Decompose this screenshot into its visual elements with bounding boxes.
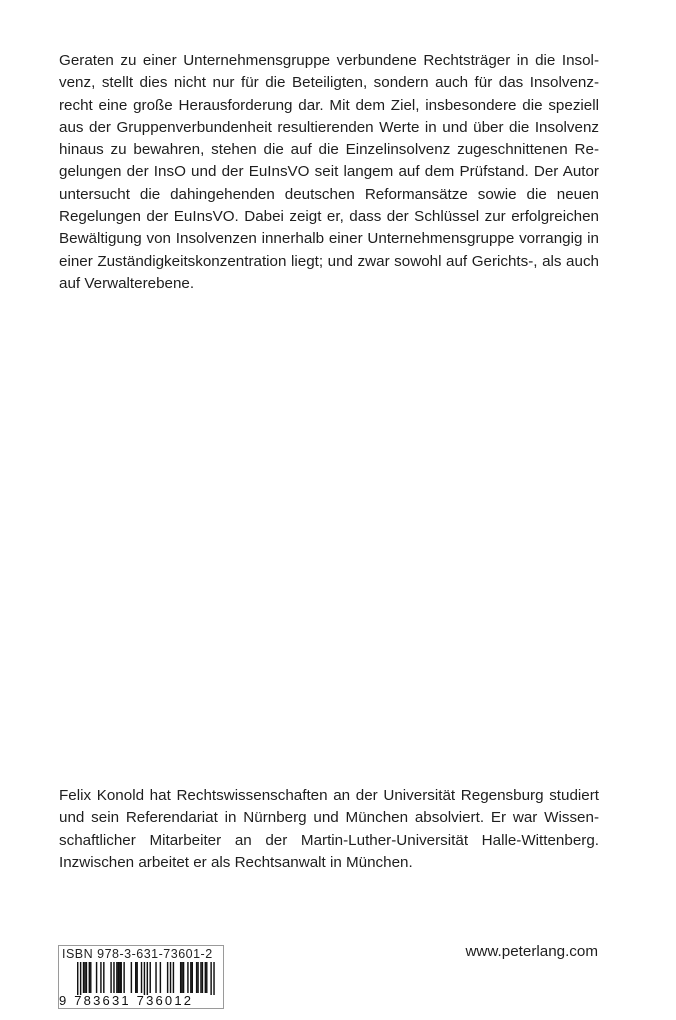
barcode-bar xyxy=(110,962,111,993)
barcode-bar xyxy=(136,962,137,993)
barcode-bar xyxy=(77,962,78,995)
publisher-url: www.peterlang.com xyxy=(465,943,598,960)
barcode-bar xyxy=(121,962,122,993)
barcode-bar xyxy=(141,962,142,993)
barcode-bar xyxy=(131,962,132,993)
barcode-bar xyxy=(155,962,156,993)
isbn-barcode xyxy=(58,945,224,1009)
barcode-bar xyxy=(144,962,145,995)
barcode-bar xyxy=(196,962,197,993)
barcode-digits: 9 783631 736012 xyxy=(59,993,194,1008)
barcode-bar xyxy=(192,962,193,993)
barcode-icon xyxy=(63,962,219,995)
barcode-bar xyxy=(86,962,87,993)
isbn-label: ISBN 978-3-631-73601-2 xyxy=(62,947,213,961)
author-biography: Felix Konold hat Rechtswissenschaften an der Universität Regensburg studiert und sein Referendariat in Nürnberg und München absolviert. Er war Wissenschaftlicher Mitarbeiter an der Martin-Luther-Universität Halle-Wittenberg. Inzwischen arbeitet er als Rechtsanwalt in München. xyxy=(59,787,599,871)
barcode-bar xyxy=(202,962,203,993)
barcode-bar xyxy=(135,962,136,993)
barcode-bar xyxy=(160,962,161,993)
barcode-bar xyxy=(96,962,97,993)
barcode-bar xyxy=(183,962,184,993)
barcode-bar xyxy=(90,962,91,993)
barcode-bar xyxy=(119,962,120,993)
barcode-bar xyxy=(173,962,174,993)
barcode-bar xyxy=(100,962,101,993)
book-description: Geraten zu einer Unternehmensgruppe verbundene Rechtsträger in die Insolvenz, stellt dies nicht nur für die Beteiligten, sondern auch für das Insolvenzrecht eine große Herausforderung dar. Mit dem Ziel, insbesondere die speziell aus der Gruppenverbundenheit resultierenden Werte in und über die Insolvenz hinaus zu bewahren, stehen die auf die Einzelinsolvenz zugeschnittenen Regelungen der InsO und der EuInsVO seit langem auf dem Prüfstand. Der Autor untersucht die dahingehenden deutschen Reformansätze sowie die neuen Regelungen der EuInsVO. Dabei zeigt er, dass der Schlüssel zur erfolgreichen Bewältigung von Insolvenzen innerhalb einer Unternehmensgruppe vorrangig in einer Zuständigkeitskonzentration liegt; und zwar sowohl auf Gerichts-, als auch auf Verwalterebene. xyxy=(59,52,599,292)
barcode-bar xyxy=(84,962,85,993)
barcode-bar xyxy=(113,962,114,993)
barcode-bar xyxy=(181,962,182,993)
barcode-bar xyxy=(205,962,206,993)
barcode-bar xyxy=(89,962,90,993)
barcode-bar xyxy=(200,962,201,993)
barcode-bar xyxy=(197,962,198,993)
barcode-bar xyxy=(210,962,211,995)
barcode-bar xyxy=(180,962,181,993)
barcode-bar xyxy=(187,962,188,993)
barcode-bar xyxy=(170,962,171,993)
barcode-bar xyxy=(150,962,151,993)
barcode-bar xyxy=(206,962,207,993)
barcode-bar xyxy=(167,962,168,993)
barcode-bar xyxy=(213,962,214,995)
barcode-bar xyxy=(123,962,124,993)
barcode-bar xyxy=(190,962,191,993)
barcode-bar xyxy=(116,962,117,993)
barcode-bar xyxy=(103,962,104,993)
barcode-bar xyxy=(147,962,148,995)
barcode-bar xyxy=(80,962,81,995)
barcode-bar xyxy=(118,962,119,993)
barcode-bar xyxy=(83,962,84,993)
